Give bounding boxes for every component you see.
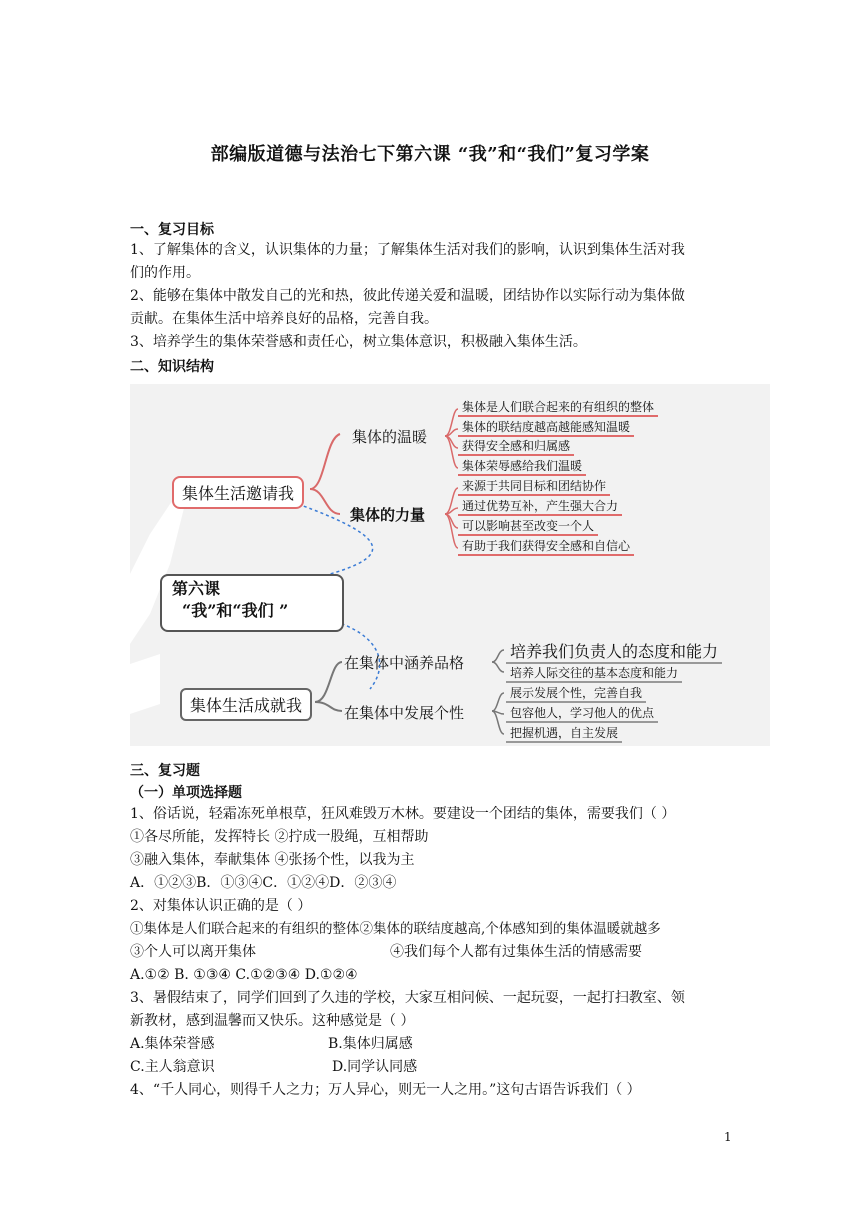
subsection-heading-single-choice: （一）单项选择题 <box>130 785 242 801</box>
subnode-character: 在集体中涵养品格 <box>344 654 465 672</box>
question-4: 4、“千人同心，则得千人之力；万人异心，则无一人之用。”这句古语告诉我们（ ） <box>130 1082 641 1098</box>
question-2-option-3: ③个人可以离开集体 <box>130 944 256 960</box>
leaf-warmth-1: 集体是人们联合起来的有组织的整体 <box>458 398 658 417</box>
question-3-line-2: 新教材，感到温馨而又快乐。这种感觉是（ ） <box>130 1013 415 1029</box>
connector <box>310 489 340 514</box>
question-3-option-a: A.集体荣誉感 <box>130 1036 215 1052</box>
center-node-line-1: 第六课 <box>172 579 221 598</box>
question-3-line-1: 3、暑假结束了，同学们回到了久违的学校，大家互相问候、一起玩耍，一起打扫教室、领 <box>130 990 685 1006</box>
page-number: 1 <box>724 1130 732 1144</box>
branch-node-invites: 集体生活邀请我 <box>172 476 304 509</box>
subnode-individuality: 在集体中发展个性 <box>344 704 465 722</box>
center-node-line-2: “我”和“我们 ” <box>182 601 289 620</box>
goal-2-line-1: 2、能够在集体中散发自己的光和热，彼此传递关爱和温暖，团结协作以实际行动为集体做 <box>130 288 685 304</box>
leaf-individuality-3: 把握机遇，自主发展 <box>506 724 622 743</box>
subnode-warmth: 集体的温暖 <box>352 428 428 446</box>
question-1: 1、俗话说，轻霜冻死单根草，狂风难毁万木林。要建设一个团结的集体，需要我们（ ） <box>130 806 676 822</box>
goal-1-line-1: 1、了解集体的含义，认识集体的力量；了解集体生活对我们的影响，认识到集体生活对我 <box>130 242 685 258</box>
goal-2-line-2: 贡献。在集体生活中培养良好的品格，完善自我。 <box>130 311 438 327</box>
leaf-strength-1: 来源于共同目标和团结协作 <box>458 477 610 496</box>
connector <box>445 429 458 436</box>
question-2: 2、对集体认识正确的是（ ） <box>130 898 312 914</box>
page-title: 部编版道德与法治七下第六课 “我”和“我们”复习学案 <box>210 144 650 165</box>
section-heading-goals: 一、复习目标 <box>130 222 214 238</box>
question-3-option-c: C.主人翁意识 <box>130 1059 215 1075</box>
connector <box>315 702 342 711</box>
connector <box>315 662 342 702</box>
decorative-shape <box>130 654 160 714</box>
question-3-option-b: B.集体归属感 <box>328 1036 413 1052</box>
question-1-options-2: ③融入集体，奉献集体 ④张扬个性，以我为主 <box>130 852 415 868</box>
leaf-warmth-2: 集体的联结度越高越能感知温暖 <box>458 418 634 437</box>
knowledge-mindmap <box>130 384 770 746</box>
connector <box>492 650 504 662</box>
leaf-strength-3: 可以影响甚至改变一个人 <box>458 517 598 536</box>
question-1-options-1: ①各尽所能，发挥特长 ②拧成一股绳，互相帮助 <box>130 829 429 845</box>
leaf-warmth-4: 集体荣辱感给我们温暖 <box>458 457 586 476</box>
leaf-warmth-3: 获得安全感和归属感 <box>458 437 574 456</box>
center-node <box>160 574 344 632</box>
subnode-strength: 集体的力量 <box>350 506 426 524</box>
section-heading-structure: 二、知识结构 <box>130 359 214 375</box>
question-2-answers: A.①② B. ①③④ C.①②③④ D.①②④ <box>130 967 358 983</box>
goal-1-line-2: 们的作用。 <box>130 265 200 281</box>
connector <box>492 693 504 711</box>
leaf-character-2: 培养人际交往的基本态度和能力 <box>506 664 682 683</box>
question-3-option-d: D.同学认同感 <box>332 1059 418 1075</box>
connector <box>492 662 504 672</box>
leaf-individuality-2: 包容他人，学习他人的优点 <box>506 704 658 723</box>
connector <box>445 508 458 514</box>
question-2-option-4: ④我们每个人都有过集体生活的情感需要 <box>390 944 642 960</box>
goal-3: 3、培养学生的集体荣誉感和责任心，树立集体意识，积极融入集体生活。 <box>130 334 587 350</box>
connector <box>310 434 340 489</box>
leaf-individuality-1: 展示发展个性，完善自我 <box>506 684 646 703</box>
question-1-answers: A．①②③B．①③④C．①②④D．②③④ <box>130 875 397 891</box>
connector <box>445 488 458 514</box>
branch-node-achieves: 集体生活成就我 <box>180 688 312 721</box>
section-heading-review: 三、复习题 <box>130 763 200 779</box>
question-2-options-1: ①集体是人们联合起来的有组织的整体②集体的联结度越高,个体感知到的集体温暖就越多 <box>130 921 661 937</box>
leaf-character-1: 培养我们负责人的态度和能力 <box>506 639 722 664</box>
leaf-strength-4: 有助于我们获得安全感和自信心 <box>458 537 634 556</box>
leaf-strength-2: 通过优势互补，产生强大合力 <box>458 497 622 516</box>
